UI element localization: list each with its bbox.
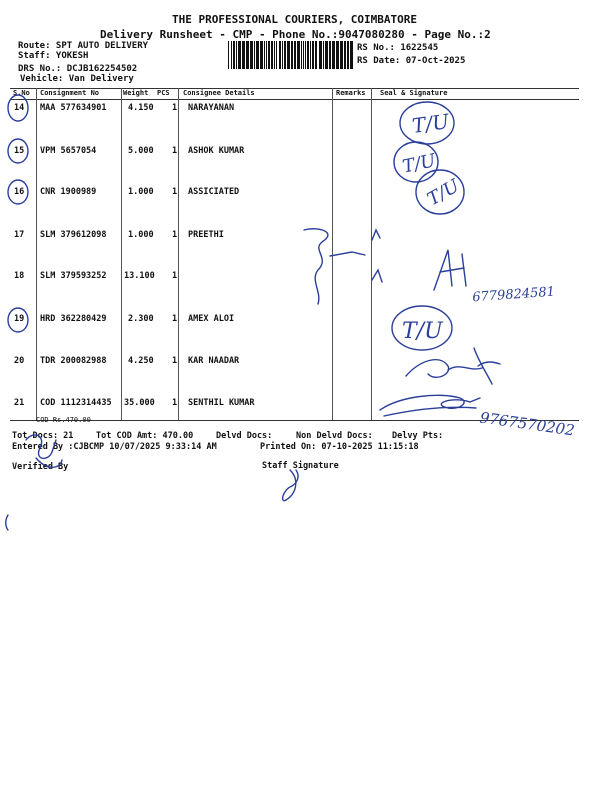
rs-date: RS Date: 07-Oct-2025 [357,56,466,66]
barcode [228,41,354,69]
row-pcs: 1 [172,146,178,156]
row-consignee: ASHOK KUMAR [188,146,245,156]
col-header-pcs: PCS [157,89,170,97]
signature-mark [434,250,466,290]
row-pcs: 1 [172,103,178,113]
col-divider [36,88,37,420]
tu-stamp-circle [400,102,454,144]
row-consignment: CNR 1900989 [40,187,97,197]
printed-on: Printed On: 07-10-2025 11:15:18 [260,442,419,452]
staff-label: Staff: YOKESH [18,51,89,61]
row-consignee: KAR NAADAR [188,356,240,366]
row-consignee: SENTHIL KUMAR [188,398,255,408]
tu-stamp-circle [392,306,452,350]
col-header-signature: Seal & Signature [380,89,448,97]
row-pcs: 1 [172,356,178,366]
row-consignee: ASSICIATED [188,187,240,197]
col-divider [178,88,179,420]
row-sno: 20 [14,356,25,366]
row-consignment: SLM 379593252 [40,271,107,281]
row-weight: 4.150 [128,103,154,113]
row-sno: 18 [14,271,25,281]
row-weight: 1.000 [128,187,154,197]
total-cod-amount: Tot COD Amt: 470.00 [96,431,194,441]
signature-mark [380,395,480,416]
scribble-mark [372,230,380,240]
scribble-mark [304,229,328,304]
route-label: Route: SPT AUTO DELIVERY [18,41,149,51]
tu-stamp-text: T/U [410,109,451,138]
row-consignee: NARAYANAN [188,103,235,113]
row-consignee: PREETHI [188,230,224,240]
row-pcs: 1 [172,398,178,408]
staff-signature-label: Staff Signature [262,461,339,471]
row-consignment: TDR 200082988 [40,356,107,366]
row-pcs: 1 [172,187,178,197]
company-name: THE PROFESSIONAL COURIERS, COIMBATORE [172,13,418,26]
row-weight: 1.000 [128,230,154,240]
row-sno: 16 [14,187,25,197]
tu-stamp-circle [394,142,438,182]
col-header-consignment: Consignment No [40,89,100,97]
non-delivered-docs: Non Delvd Docs: [296,431,373,441]
tu-stamp-text: T/U [402,319,443,344]
tu-stamp-circle [416,170,464,214]
drs-number: DRS No.: DCJB162254502 [18,64,138,74]
margin-mark [6,515,8,530]
row-sno: 21 [14,398,25,408]
rs-number: RS No.: 1622545 [357,43,439,53]
cod-note: COD Rs.470.00 [36,416,91,424]
total-docs: Tot Docs: 21 [12,431,74,441]
col-header-consignee: Consignee Details [183,89,255,97]
staff-signature-mark [283,470,298,501]
col-divider [121,88,122,420]
entered-by: Entered By :CJBCMP 10/07/2025 9:33:14 AM [12,442,217,452]
signature-mark [406,348,500,384]
row-consignee: AMEX ALOI [188,314,235,324]
table-header-rule [10,99,579,100]
scribble-mark [372,270,382,282]
col-divider [371,88,372,420]
row-consignment: SLM 379612098 [40,230,107,240]
verified-by: Verified By [12,462,69,472]
vehicle-label: Vehicle: Van Delivery [20,74,134,84]
tu-stamp-text: T/U [400,150,438,178]
col-header-remarks: Remarks [336,89,366,97]
row-pcs: 1 [172,230,178,240]
runsheet-title: Delivery Runsheet - CMP - Phone No.:9047080280 - Page No.:2 [100,28,491,41]
handwritten-phone: 9767570202 [478,408,576,440]
scribble-mark [330,252,365,256]
col-header-sno: S.No [13,89,30,97]
row-weight: 4.250 [128,356,154,366]
row-weight: 2.300 [128,314,154,324]
col-header-weight: Weight [123,89,149,97]
tu-stamp-text: T/U [423,175,464,211]
delivered-docs: Delvd Docs: [216,431,273,441]
col-divider [332,88,333,420]
row-consignment: VPM 5657054 [40,146,97,156]
row-consignment: MAA 577634901 [40,103,107,113]
delivery-points: Delvy Pts: [392,431,444,441]
table-bottom-rule [10,420,579,421]
row-consignment: COD 1112314435 [40,398,112,408]
row-sno: 15 [14,146,25,156]
row-weight: 5.000 [128,146,154,156]
row-sno: 19 [14,314,25,324]
row-weight: 13.100 [124,271,155,281]
row-pcs: 1 [172,271,178,281]
row-pcs: 1 [172,314,178,324]
row-weight: 35.000 [124,398,155,408]
row-sno: 14 [14,103,25,113]
row-sno: 17 [14,230,25,240]
row-consignment: HRD 362280429 [40,314,107,324]
handwritten-phone: 6779824581 [471,284,556,306]
